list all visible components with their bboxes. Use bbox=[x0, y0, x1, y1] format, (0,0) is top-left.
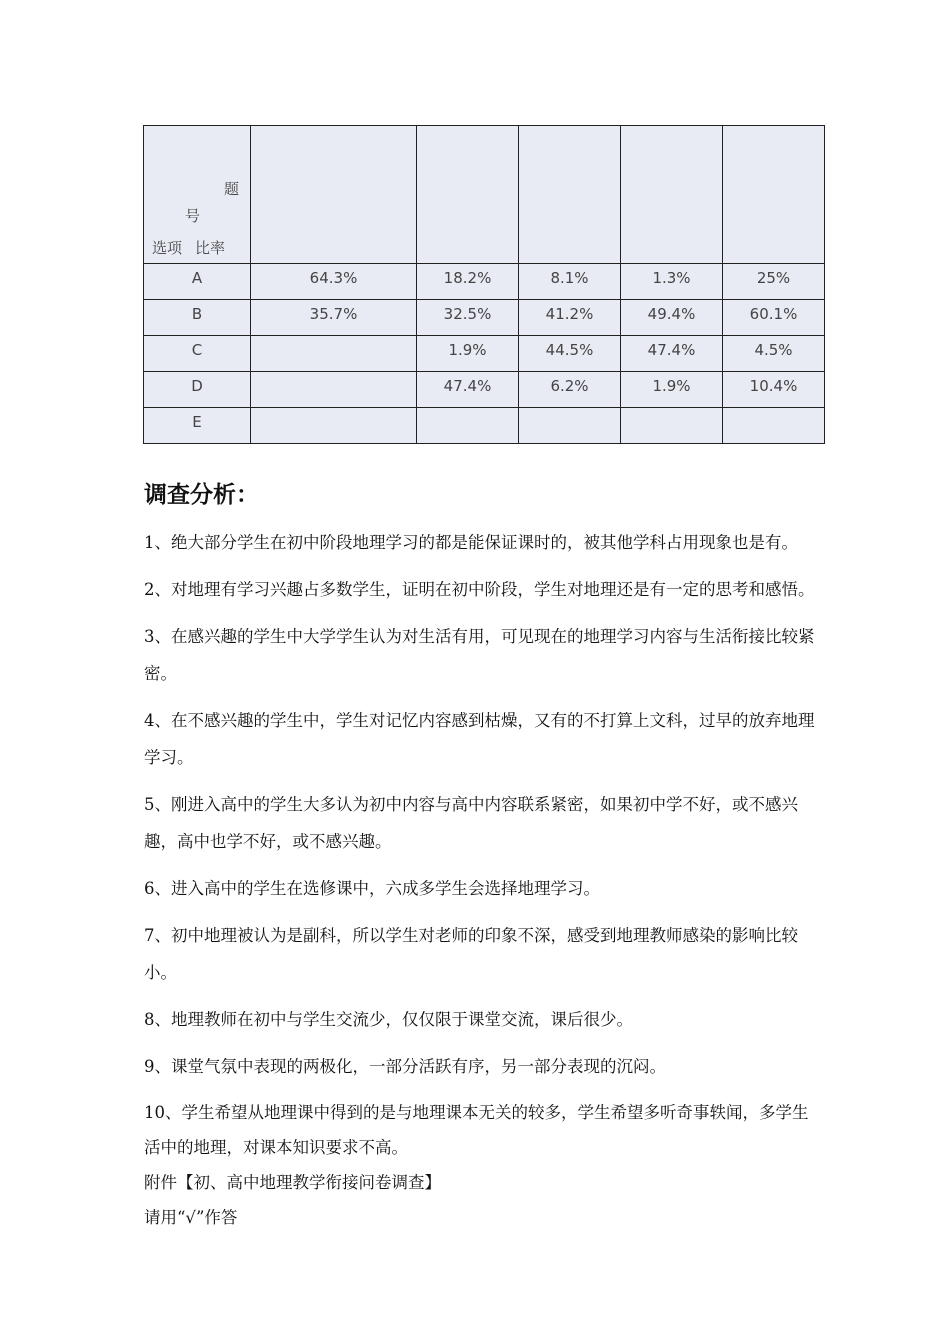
value-cell: 1.9% bbox=[621, 372, 723, 408]
corner-label-ti: 题 bbox=[224, 180, 240, 198]
value-cell bbox=[519, 408, 621, 444]
value-cell: 64.3% bbox=[251, 264, 417, 300]
corner-label-hao: 号 bbox=[185, 207, 201, 225]
table-row bbox=[144, 408, 825, 444]
header-cell bbox=[621, 126, 723, 264]
value-cell: 8.1% bbox=[519, 264, 621, 300]
header-cell bbox=[519, 126, 621, 264]
table-row bbox=[144, 336, 825, 372]
appendix-title: 附件【初、高中地理教学衔接问卷调查】 bbox=[144, 1173, 441, 1192]
analysis-item: 3、在感兴趣的学生中大学学生认为对生活有用，可见现在的地理学习内容与生活衔接比较紧密。 bbox=[144, 627, 815, 683]
analysis-item: 8、地理教师在初中与学生交流少，仅仅限于课堂交流，课后很少。 bbox=[144, 1010, 633, 1029]
value-cell: 47.4% bbox=[621, 336, 723, 372]
analysis-item: 9、课堂气氛中表现的两极化，一部分活跃有序，另一部分表现的沉闷。 bbox=[144, 1057, 666, 1076]
value-cell bbox=[417, 408, 519, 444]
value-cell: 49.4% bbox=[621, 300, 723, 336]
value-cell: 1.3% bbox=[621, 264, 723, 300]
value-cell: 4.5% bbox=[723, 336, 825, 372]
value-cell: 60.1% bbox=[723, 300, 825, 336]
table-header-row bbox=[144, 126, 825, 264]
header-cell bbox=[723, 126, 825, 264]
value-cell: 25% bbox=[723, 264, 825, 300]
value-cell: 1.9% bbox=[417, 336, 519, 372]
header-cell bbox=[417, 126, 519, 264]
survey-results-table bbox=[143, 125, 825, 444]
value-cell bbox=[251, 336, 417, 372]
value-cell: 6.2% bbox=[519, 372, 621, 408]
table-corner-cell bbox=[144, 126, 251, 264]
analysis-item: 4、在不感兴趣的学生中，学生对记忆内容感到枯燥，又有的不打算上文科，过早的放弃地理学习。 bbox=[144, 711, 815, 767]
option-cell: C bbox=[144, 336, 251, 372]
analysis-item: 5、刚进入高中的学生大多认为初中内容与高中内容联系紧密，如果初中学不好，或不感兴趣，高中也学不好，或不感兴趣。 bbox=[144, 795, 798, 851]
header-cell bbox=[251, 126, 417, 264]
analysis-item: 6、进入高中的学生在选修课中，六成多学生会选择地理学习。 bbox=[144, 879, 600, 898]
corner-label-rate: 比率 bbox=[195, 239, 226, 257]
answer-instruction: 请用“√”作答 bbox=[144, 1208, 238, 1227]
option-cell: D bbox=[144, 372, 251, 408]
table-row bbox=[144, 300, 825, 336]
option-cell: E bbox=[144, 408, 251, 444]
value-cell: 41.2% bbox=[519, 300, 621, 336]
value-cell bbox=[621, 408, 723, 444]
value-cell bbox=[251, 372, 417, 408]
value-cell: 35.7% bbox=[251, 300, 417, 336]
analysis-body bbox=[144, 524, 824, 1235]
table-row bbox=[144, 372, 825, 408]
value-cell: 10.4% bbox=[723, 372, 825, 408]
table-row bbox=[144, 264, 825, 300]
analysis-item: 2、对地理有学习兴趣占多数学生，证明在初中阶段，学生对地理还是有一定的思考和感悟。 bbox=[144, 580, 815, 599]
value-cell: 32.5% bbox=[417, 300, 519, 336]
value-cell: 47.4% bbox=[417, 372, 519, 408]
value-cell: 18.2% bbox=[417, 264, 519, 300]
option-cell: A bbox=[144, 264, 251, 300]
analysis-item: 1、绝大部分学生在初中阶段地理学习的都是能保证课时的，被其他学科占用现象也是有。 bbox=[144, 533, 798, 552]
value-cell bbox=[251, 408, 417, 444]
value-cell bbox=[723, 408, 825, 444]
option-cell: B bbox=[144, 300, 251, 336]
analysis-item: 7、初中地理被认为是副科，所以学生对老师的印象不深，感受到地理教师感染的影响比较小。 bbox=[144, 926, 798, 982]
analysis-item: 10、学生希望从地理课中得到的是与地理课本无关的较多，学生希望多听奇事轶闻，多学生活中的地理，对课本知识要求不高。 bbox=[144, 1103, 809, 1157]
corner-label-option: 选项 bbox=[152, 239, 183, 257]
value-cell: 44.5% bbox=[519, 336, 621, 372]
analysis-title: 调查分析： bbox=[144, 481, 259, 508]
